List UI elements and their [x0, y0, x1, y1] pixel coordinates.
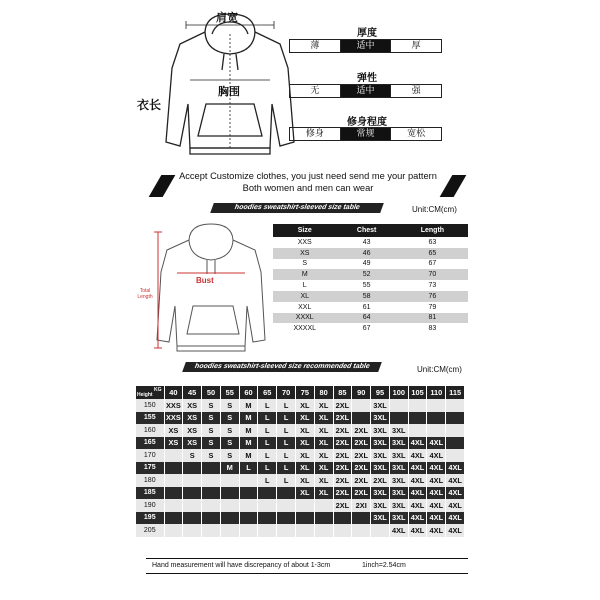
- fit-title: 修身程度: [347, 117, 387, 128]
- rec-size-cell: [202, 474, 221, 487]
- garment-length-label: 衣长: [137, 98, 162, 112]
- height-cell: 180: [136, 474, 164, 487]
- total-length-label: Total Length: [137, 288, 153, 300]
- rec-size-cell: [427, 424, 446, 437]
- size-row: [273, 323, 468, 334]
- weight-header: 80: [314, 386, 333, 399]
- rec-size-cell: 4XL: [446, 524, 465, 537]
- elasticity-scale: [289, 84, 442, 98]
- rec-size-cell: XS: [183, 424, 202, 437]
- rec-size-cell: [183, 512, 202, 525]
- fit-scale: [289, 127, 442, 141]
- size-table: [273, 224, 468, 334]
- size-table-title: hoodies sweatshirt-sleeved size table: [210, 203, 384, 213]
- hoodie-measure-icon: [137, 220, 272, 355]
- rec-size-cell: [277, 487, 296, 500]
- rec-row: [136, 462, 465, 475]
- rec-size-cell: [239, 487, 258, 500]
- rec-size-cell: M: [220, 462, 239, 475]
- elasticity-option-none: 无: [290, 85, 341, 97]
- rec-row: [136, 512, 465, 525]
- rec-size-cell: [183, 524, 202, 537]
- rec-size-cell: 4XL: [446, 474, 465, 487]
- weight-header: 55: [220, 386, 239, 399]
- rec-size-cell: L: [277, 412, 296, 425]
- rec-size-cell: 4XL: [427, 499, 446, 512]
- fit-option-slim: 修身: [290, 128, 341, 140]
- rec-size-cell: S: [202, 437, 221, 450]
- rec-size-cell: [352, 524, 371, 537]
- rec-size-cell: L: [258, 412, 277, 425]
- length-cell: 67: [428, 260, 437, 268]
- rec-size-cell: [408, 399, 427, 412]
- rec-size-cell: XS: [183, 412, 202, 425]
- rec-size-cell: [446, 412, 465, 425]
- rec-size-cell: [277, 499, 296, 512]
- chest-cell: 49: [362, 260, 371, 268]
- rec-size-cell: XL: [295, 437, 314, 450]
- rec-size-cell: S: [183, 449, 202, 462]
- rec-size-cell: [164, 499, 183, 512]
- rec-size-cell: L: [277, 437, 296, 450]
- rec-size-cell: S: [202, 449, 221, 462]
- rec-row: [136, 474, 465, 487]
- rec-size-cell: L: [277, 424, 296, 437]
- rec-row: [136, 499, 465, 512]
- rec-size-cell: [239, 499, 258, 512]
- rec-size-cell: XL: [295, 462, 314, 475]
- rec-size-cell: S: [220, 449, 239, 462]
- rec-size-cell: 2XL: [333, 449, 352, 462]
- thickness-option-medium: 适中: [341, 40, 392, 52]
- rec-size-cell: M: [239, 437, 258, 450]
- height-cell: 155: [136, 412, 164, 425]
- rec-size-cell: [352, 412, 371, 425]
- rec-size-cell: [277, 512, 296, 525]
- rec-size-cell: XL: [314, 399, 333, 412]
- rec-row: [136, 449, 465, 462]
- rec-size-cell: [352, 399, 371, 412]
- rec-size-cell: XS: [183, 399, 202, 412]
- rec-row: [136, 437, 465, 450]
- rec-size-cell: [446, 399, 465, 412]
- rec-size-cell: XL: [314, 462, 333, 475]
- length-cell: 65: [397, 248, 468, 259]
- rec-row: [136, 524, 465, 537]
- size-cell: XXXL: [273, 313, 336, 324]
- rec-size-cell: [220, 474, 239, 487]
- rec-size-cell: [389, 399, 408, 412]
- size-row: [273, 313, 468, 324]
- rec-size-cell: [164, 512, 183, 525]
- weight-header: 70: [277, 386, 296, 399]
- rec-size-cell: 3XL: [371, 424, 390, 437]
- rec-size-cell: [295, 512, 314, 525]
- rec-size-cell: 4XL: [427, 437, 446, 450]
- rec-size-cell: [164, 524, 183, 537]
- rec-size-cell: 2XI: [352, 499, 371, 512]
- chest-cell: 43: [362, 238, 371, 246]
- rec-size-cell: 2XL: [333, 487, 352, 500]
- rec-size-cell: 2XL: [352, 424, 371, 437]
- rec-size-cell: [371, 524, 390, 537]
- rec-size-cell: [239, 524, 258, 537]
- rec-size-cell: 4XL: [446, 487, 465, 500]
- rec-size-cell: [202, 462, 221, 475]
- chest-cell: 58: [336, 291, 396, 302]
- rec-size-cell: L: [258, 399, 277, 412]
- rec-size-cell: [239, 512, 258, 525]
- chest-cell: 64: [336, 313, 396, 324]
- weight-header: 85: [333, 386, 352, 399]
- rec-size-cell: [258, 499, 277, 512]
- rec-size-cell: XXS: [165, 413, 181, 423]
- rec-size-cell: [183, 462, 202, 475]
- rec-row: [136, 424, 465, 437]
- chest-cell: 46: [336, 248, 396, 259]
- rec-size-cell: 3XL: [371, 449, 390, 462]
- size-row: [273, 269, 468, 280]
- rec-size-cell: 2XL: [333, 437, 352, 450]
- rec-size-cell: XL: [314, 437, 333, 450]
- rec-size-cell: [258, 524, 277, 537]
- rec-size-cell: 4XL: [408, 462, 427, 475]
- size-row: [273, 237, 468, 248]
- rec-size-cell: 3XL: [371, 499, 390, 512]
- rec-size-cell: 4XL: [408, 499, 427, 512]
- rec-size-cell: 2XL: [352, 474, 371, 487]
- rec-size-cell: M: [239, 399, 258, 412]
- height-cell: 205: [136, 524, 164, 537]
- rec-size-cell: [164, 474, 183, 487]
- weight-header: 45: [183, 386, 202, 399]
- size-cell: XXXXL: [293, 325, 317, 333]
- thickness-scale: [289, 39, 442, 53]
- rec-size-cell: 2XL: [352, 449, 371, 462]
- rec-size-cell: 3XL: [389, 512, 408, 525]
- rec-size-cell: 2XL: [333, 399, 352, 412]
- notice-line-1: Accept Customize clothes, you just need send me your pattern: [179, 171, 437, 181]
- height-cell: 160: [136, 424, 164, 437]
- weight-header: 95: [371, 386, 390, 399]
- chest-label: 胸围: [218, 85, 240, 98]
- rec-size-cell: 4XL: [408, 449, 427, 462]
- rec-size-cell: [333, 512, 352, 525]
- rec-size-cell: XL: [314, 474, 333, 487]
- rec-size-cell: XL: [314, 487, 333, 500]
- height-cell: 150: [136, 399, 164, 412]
- size-cell: M: [273, 269, 336, 280]
- length-cell: 73: [428, 282, 437, 290]
- rec-size-cell: L: [258, 437, 277, 450]
- rec-size-cell: XL: [295, 424, 314, 437]
- rec-size-cell: 4XL: [408, 437, 427, 450]
- elasticity-option-strong: 强: [411, 86, 421, 96]
- rec-size-cell: 3XL: [389, 487, 408, 500]
- rec-size-cell: 4XL: [408, 524, 427, 537]
- rec-size-cell: [352, 512, 371, 525]
- rec-size-cell: L: [258, 462, 277, 475]
- size-row: [273, 248, 468, 259]
- rec-size-cell: 2XL: [352, 487, 371, 500]
- rec-size-cell: L: [258, 424, 277, 437]
- rec-size-cell: S: [202, 399, 221, 412]
- height-cell: 175: [136, 462, 164, 475]
- rec-size-cell: [239, 474, 258, 487]
- height-cell: 190: [136, 499, 164, 512]
- rec-size-cell: [295, 499, 314, 512]
- size-cell: XXS: [297, 238, 312, 246]
- chest-cell: 55: [362, 282, 371, 290]
- recommended-size-table: [136, 386, 465, 537]
- rec-size-cell: 4XL: [446, 462, 465, 475]
- rec-size-cell: 3XL: [371, 437, 390, 450]
- rec-size-cell: 4XL: [427, 487, 446, 500]
- thickness-title: 厚度: [357, 28, 377, 39]
- weight-header: 105: [408, 386, 427, 399]
- rec-size-cell: [202, 512, 221, 525]
- rec-size-cell: 2XL: [333, 412, 352, 425]
- rec-size-cell: 3XL: [371, 512, 390, 525]
- size-cell: S: [302, 260, 308, 268]
- length-cell: 81: [397, 313, 468, 324]
- rec-table-corner: [136, 386, 164, 399]
- fit-option-loose: 宽松: [407, 129, 426, 139]
- rec-size-cell: [314, 524, 333, 537]
- rec-size-cell: L: [277, 449, 296, 462]
- rec-size-cell: 4XL: [427, 449, 446, 462]
- weight-header: 50: [202, 386, 221, 399]
- height-cell: 195: [136, 512, 164, 525]
- fit-option-regular: 常规: [341, 128, 392, 140]
- rec-size-cell: [446, 437, 465, 450]
- rec-size-cell: [202, 524, 221, 537]
- chest-cell: 67: [362, 325, 371, 333]
- rec-size-cell: XL: [295, 474, 314, 487]
- rec-size-cell: [408, 412, 427, 425]
- rec-size-cell: [314, 512, 333, 525]
- rec-size-cell: 4XL: [427, 512, 446, 525]
- rec-size-cell: 4XL: [408, 474, 427, 487]
- rec-size-cell: [183, 499, 202, 512]
- rec-size-cell: [164, 462, 183, 475]
- rec-size-cell: 3XL: [389, 437, 408, 450]
- rec-size-cell: 3XL: [371, 412, 390, 425]
- length-cell: 79: [428, 303, 437, 311]
- shoulder-width-label: 肩宽: [216, 11, 238, 24]
- rec-size-cell: 2XL: [352, 462, 371, 475]
- rec-size-cell: L: [277, 474, 296, 487]
- length-cell: 70: [397, 269, 468, 280]
- rec-size-cell: 4XL: [408, 487, 427, 500]
- rec-size-cell: 2XL: [333, 474, 352, 487]
- weight-header: 100: [389, 386, 408, 399]
- rec-size-cell: [220, 487, 239, 500]
- size-row: [273, 259, 468, 270]
- rec-table-unit: Unit:CM(cm): [417, 365, 462, 374]
- weight-header: 90: [352, 386, 371, 399]
- length-header: Length: [397, 224, 468, 237]
- size-cell: XXL: [298, 303, 312, 311]
- weight-header: 115: [446, 386, 465, 399]
- rec-size-cell: 4XL: [446, 512, 465, 525]
- rec-size-cell: S: [220, 399, 239, 412]
- rec-size-cell: S: [202, 412, 221, 425]
- rec-size-cell: M: [239, 449, 258, 462]
- elasticity-option-medium: 适中: [341, 85, 392, 97]
- rec-size-cell: [183, 487, 202, 500]
- rec-table-title: hoodies sweatshirt-sleeved size recommended table: [182, 362, 382, 372]
- rec-size-cell: [408, 424, 427, 437]
- rec-size-cell: 4XL: [446, 499, 465, 512]
- rec-size-cell: [164, 449, 183, 462]
- weight-header: 60: [239, 386, 258, 399]
- rec-size-cell: 4XL: [389, 524, 408, 537]
- rec-size-cell: M: [239, 424, 258, 437]
- rec-size-cell: 4XL: [427, 524, 446, 537]
- rec-size-cell: [277, 524, 296, 537]
- rec-size-cell: XL: [295, 487, 314, 500]
- bust-label: Bust: [196, 276, 214, 285]
- rec-size-cell: 2XL: [333, 462, 352, 475]
- size-table-unit: Unit:CM(cm): [412, 205, 457, 214]
- rec-size-cell: XL: [295, 412, 314, 425]
- rec-table-header-row: [136, 386, 465, 399]
- rec-size-cell: XL: [295, 399, 314, 412]
- weight-header: 75: [295, 386, 314, 399]
- height-cell: 170: [136, 449, 164, 462]
- size-row: [273, 291, 468, 302]
- rec-size-cell: XL: [314, 424, 333, 437]
- rec-size-cell: L: [258, 449, 277, 462]
- weight-header: 110: [427, 386, 446, 399]
- rec-row: [136, 487, 465, 500]
- rec-size-cell: XS: [183, 437, 202, 450]
- rec-size-cell: 3XL: [371, 462, 390, 475]
- size-row: [273, 302, 468, 313]
- corner-height: Height: [137, 391, 153, 398]
- rec-size-cell: XS: [164, 424, 183, 437]
- size-header: Size: [273, 224, 336, 237]
- length-cell: 83: [428, 325, 437, 333]
- rec-size-cell: [202, 499, 221, 512]
- rec-size-cell: [427, 399, 446, 412]
- rec-size-cell: [446, 424, 465, 437]
- corner-kg: KG: [154, 386, 162, 393]
- rec-size-cell: 4XL: [427, 462, 446, 475]
- rec-size-cell: [333, 524, 352, 537]
- length-cell: 63: [428, 238, 437, 246]
- rec-size-cell: [258, 512, 277, 525]
- elasticity-title: 弹性: [357, 73, 377, 84]
- chest-cell: 52: [336, 269, 396, 280]
- rec-size-cell: [446, 449, 465, 462]
- rec-size-cell: 2XL: [333, 424, 352, 437]
- rec-row: [136, 412, 465, 425]
- rec-size-cell: [183, 474, 202, 487]
- rec-size-cell: S: [220, 437, 239, 450]
- rec-size-cell: M: [239, 412, 258, 425]
- rec-size-cell: [295, 524, 314, 537]
- size-table-header-row: [273, 224, 468, 237]
- rec-size-cell: 4XL: [427, 474, 446, 487]
- rec-size-cell: L: [239, 462, 258, 475]
- rec-size-cell: [164, 487, 183, 500]
- rec-size-cell: 3XL: [389, 462, 408, 475]
- rec-size-cell: [220, 512, 239, 525]
- rec-size-cell: 3XL: [389, 424, 408, 437]
- thickness-option-thick: 厚: [411, 41, 421, 51]
- height-cell: 185: [136, 487, 164, 500]
- rec-size-cell: 2XL: [371, 474, 390, 487]
- weight-header: 40: [164, 386, 183, 399]
- rec-size-cell: [202, 487, 221, 500]
- rec-size-cell: [427, 412, 446, 425]
- rec-size-cell: S: [220, 424, 239, 437]
- rec-size-cell: 2XL: [352, 437, 371, 450]
- rec-size-cell: L: [277, 462, 296, 475]
- rec-size-cell: XL: [314, 449, 333, 462]
- rec-size-cell: 3XL: [371, 399, 390, 412]
- rec-size-cell: [389, 412, 408, 425]
- size-cell: L: [302, 282, 307, 290]
- rec-size-cell: [314, 499, 333, 512]
- rec-size-cell: L: [258, 474, 277, 487]
- chest-cell: 61: [362, 303, 371, 311]
- size-cell: XS: [273, 248, 336, 259]
- rec-size-cell: S: [220, 412, 239, 425]
- weight-header: 65: [258, 386, 277, 399]
- measurement-note: Hand measurement will have discrepancy of about 1-3cm: [152, 562, 331, 569]
- rec-size-cell: 3XL: [389, 499, 408, 512]
- rec-size-cell: XL: [295, 449, 314, 462]
- rec-size-cell: 2XL: [333, 499, 352, 512]
- rec-size-cell: 3XL: [389, 474, 408, 487]
- size-cell: XL: [273, 291, 336, 302]
- rec-size-cell: [220, 499, 239, 512]
- rec-size-cell: 3XL: [389, 449, 408, 462]
- thickness-option-thin: 薄: [290, 40, 341, 52]
- measurement-note-bar: [146, 558, 468, 574]
- height-cell: 165: [136, 437, 164, 450]
- rec-row: [136, 399, 465, 412]
- rec-size-cell: XS: [164, 437, 183, 450]
- rec-size-cell: XXS: [165, 400, 181, 410]
- notice-line-2: Both women and men can wear: [242, 183, 374, 193]
- chest-header: Chest: [336, 224, 396, 237]
- hoodie-diagram-bottom: [137, 220, 272, 355]
- rec-size-cell: XL: [314, 412, 333, 425]
- length-cell: 76: [397, 291, 468, 302]
- rec-size-cell: S: [202, 424, 221, 437]
- size-row: [273, 280, 468, 291]
- rec-size-cell: [258, 487, 277, 500]
- rec-size-cell: 4XL: [408, 512, 427, 525]
- inch-conversion: 1inch=2.54cm: [362, 562, 406, 569]
- rec-size-cell: L: [277, 399, 296, 412]
- rec-size-cell: [220, 524, 239, 537]
- rec-size-cell: 3XL: [371, 487, 390, 500]
